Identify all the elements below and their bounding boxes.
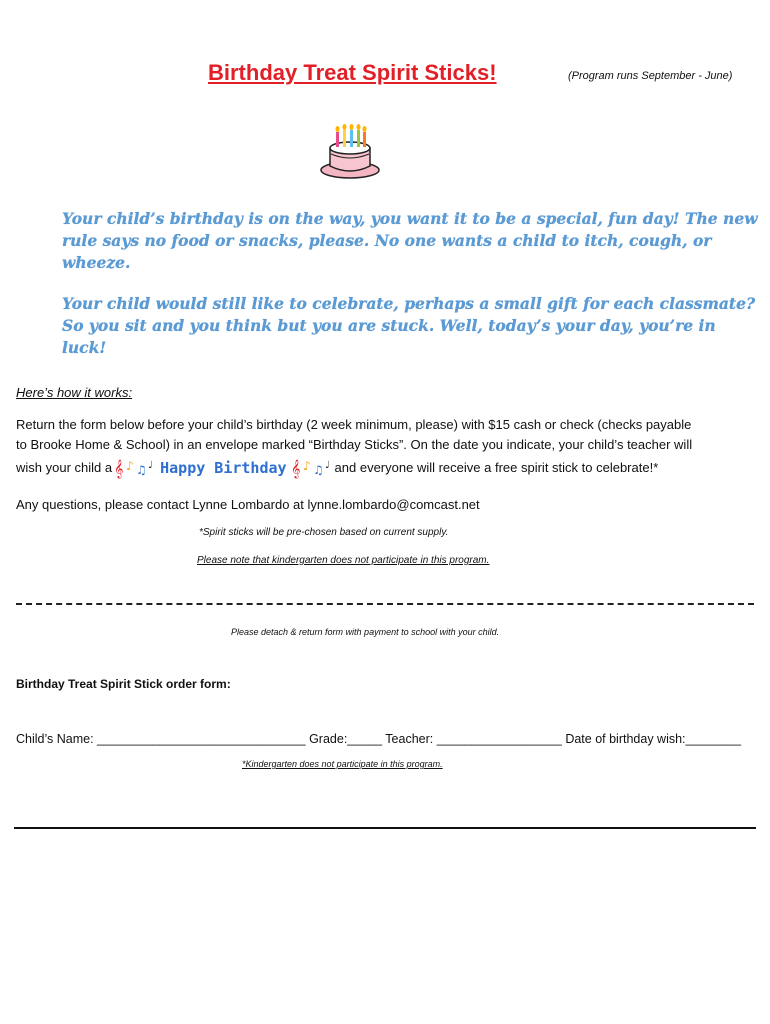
intro-paragraph-2: Your child would still like to celebrate, perhaps a small gift for each classmate? So you sit and you think but you are stuck. Well, today’s your day, you’re in luck!: [62, 294, 756, 357]
line-3-before: wish your child a: [16, 460, 113, 475]
prechosen-note: *Spirit sticks will be pre-chosen based on current supply.: [199, 527, 449, 538]
order-form-heading: Birthday Treat Spirit Stick order form:: [16, 677, 231, 691]
svg-text:♫: ♫: [136, 463, 147, 477]
svg-text:♪: ♪: [302, 459, 311, 473]
how-it-works-line-1: Return the form below before your child’s birthday (2 week minimum, please) with $15 cash or check (checks payable: [16, 417, 692, 432]
bottom-rule: [14, 827, 756, 829]
music-notes-icon: [289, 456, 335, 480]
contact-line: Any questions, please contact Lynne Lombardo at lynne.lombardo@comcast.net: [16, 497, 480, 512]
kindergarten-note: Please note that kindergarten does not participate in this program.: [197, 555, 490, 566]
svg-text:𝄞: 𝄞: [114, 459, 124, 478]
form-kindergarten-note: *Kindergarten does not participate in this program.: [242, 759, 443, 769]
svg-text:♩: ♩: [324, 460, 330, 471]
order-form-fields[interactable]: Child’s Name: ______________________________ Grade:_____ Teacher: __________________ Date of birthday wish:________: [16, 732, 742, 746]
music-notes-icon: [112, 456, 158, 480]
how-it-works-line-2: to Brooke Home & School) in an envelope marked “Birthday Sticks”. On the date you indicate, your child’s teacher will: [16, 437, 693, 452]
svg-text:𝄞: 𝄞: [290, 459, 301, 478]
happy-birthday-text: Happy Birthday: [160, 459, 287, 477]
how-it-works-heading: Here’s how it works:: [16, 385, 133, 400]
intro-paragraph-1: Your child’s birthday is on the way, you want it to be a special, fun day! The new rule says no food or snacks, please. No one wants a child to itch, cough, or wheeze.: [62, 209, 758, 272]
how-it-works-line-3: [16, 456, 756, 480]
page-title: Birthday Treat Spirit Sticks!: [208, 60, 497, 85]
detach-line: [16, 603, 754, 605]
detach-instruction: Please detach & return form with payment to school with your child.: [231, 627, 500, 637]
program-runs-note: (Program runs September - June): [568, 70, 733, 82]
svg-text:♪: ♪: [126, 459, 134, 473]
line-3-after: and everyone will receive a free spirit stick to celebrate!*: [334, 460, 659, 475]
svg-text:♩: ♩: [148, 460, 153, 471]
svg-text:♫: ♫: [312, 463, 324, 477]
birthday-cake-icon: [318, 118, 382, 188]
